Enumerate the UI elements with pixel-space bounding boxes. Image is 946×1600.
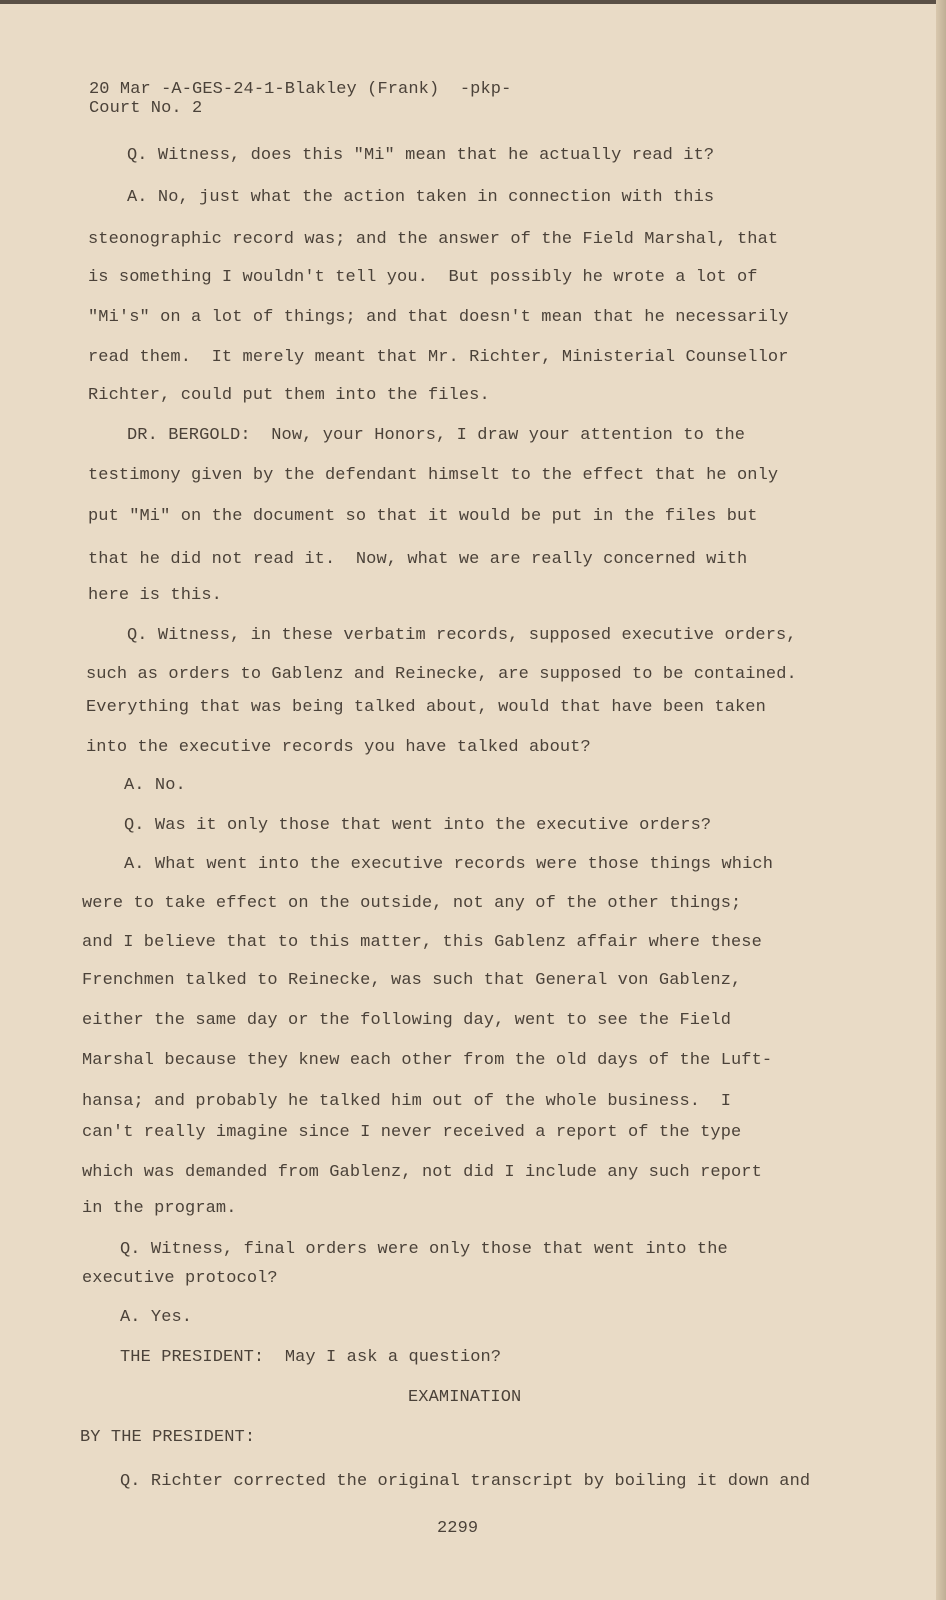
text-line: DR. BERGOLD: Now, your Honors, I draw your attention to the [127, 426, 746, 445]
text-line: A. No. [124, 776, 186, 795]
text-line: were to take effect on the outside, not any of the other things; [82, 894, 742, 913]
text-line: can't really imagine since I never received a report of the type [82, 1123, 742, 1142]
text-line: Q. Richter corrected the original transcript by boiling it down and [120, 1472, 811, 1491]
text-line: THE PRESIDENT: May I ask a question? [120, 1348, 502, 1367]
text-line: Frenchmen talked to Reinecke, was such that General von Gablenz, [82, 971, 742, 990]
text-line: Q. Was it only those that went into the executive orders? [124, 816, 712, 835]
text-line: and I believe that to this matter, this Gablenz affair where these [82, 933, 762, 952]
header-line-1: 20 Mar -A-GES-24-1-Blakley (Frank) -pkp- [89, 80, 512, 99]
text-line: into the executive records you have talked about? [86, 738, 591, 757]
text-line: that he did not read it. Now, what we are really concerned with [88, 550, 748, 569]
text-line: is something I wouldn't tell you. But possibly he wrote a lot of [88, 268, 758, 287]
text-line: testimony given by the defendant himselt to the effect that he only [88, 466, 779, 485]
text-line: executive protocol? [82, 1269, 278, 1288]
section-heading: EXAMINATION [408, 1388, 522, 1407]
text-line: Q. Witness, in these verbatim records, supposed executive orders, [127, 626, 797, 645]
text-line: A. No, just what the action taken in connection with this [127, 188, 715, 207]
text-line: hansa; and probably he talked him out of the whole business. I [82, 1092, 732, 1111]
page-right-edge [936, 0, 946, 1600]
text-line: Marshal because they knew each other from the old days of the Luft- [82, 1051, 773, 1070]
header-line-2: Court No. 2 [89, 99, 203, 118]
text-line: Everything that was being talked about, would that have been taken [86, 698, 766, 717]
page-top-edge [0, 0, 946, 4]
text-line: Richter, could put them into the files. [88, 386, 490, 405]
text-line: in the program. [82, 1199, 237, 1218]
text-line: BY THE PRESIDENT: [80, 1428, 256, 1447]
text-line: Q. Witness, does this "Mi" mean that he actually read it? [127, 146, 715, 165]
text-line: such as orders to Gablenz and Reinecke, are supposed to be contained. [86, 665, 797, 684]
text-line: A. What went into the executive records were those things which [124, 855, 774, 874]
text-line: Q. Witness, final orders were only those that went into the [120, 1240, 728, 1259]
text-line: which was demanded from Gablenz, not did I include any such report [82, 1163, 762, 1182]
text-line: A. Yes. [120, 1308, 193, 1327]
text-line: steonographic record was; and the answer of the Field Marshal, that [88, 230, 779, 249]
text-line: here is this. [88, 586, 222, 605]
text-line: either the same day or the following day, went to see the Field [82, 1011, 732, 1030]
page-number: 2299 [437, 1519, 479, 1538]
text-line: read them. It merely meant that Mr. Richter, Ministerial Counsellor [88, 348, 789, 367]
text-line: put "Mi" on the document so that it would be put in the files but [88, 507, 758, 526]
text-line: "Mi's" on a lot of things; and that doesn't mean that he necessarily [88, 308, 789, 327]
